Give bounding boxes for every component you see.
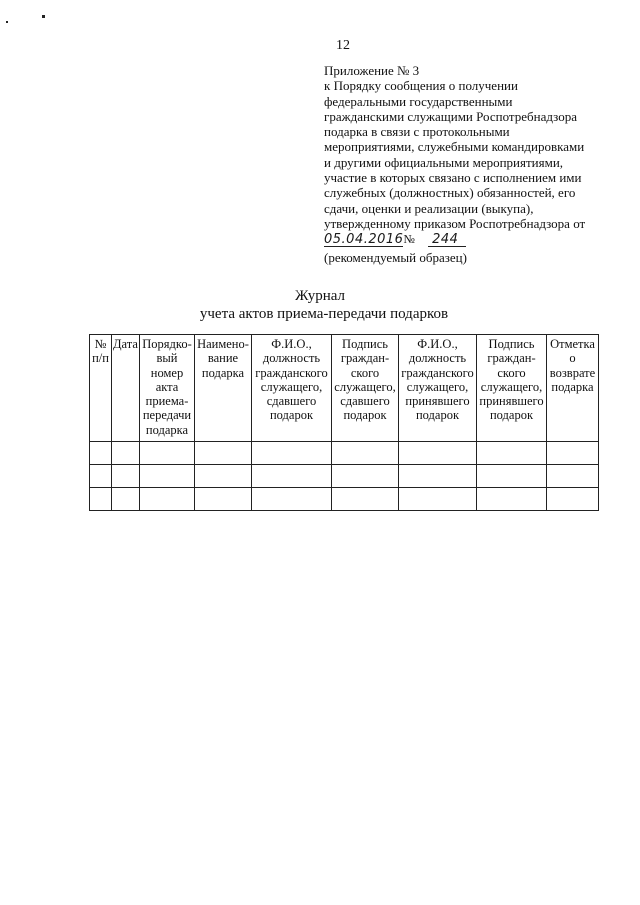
column-header-return-mark: Отметка о возврате подарка bbox=[547, 335, 599, 442]
table-cell bbox=[90, 488, 112, 511]
handwritten-date: 05.04.2016 bbox=[324, 232, 404, 248]
table-row bbox=[90, 442, 599, 465]
column-header-giver-name: Ф.И.О., должность гражданского служащего, сдавшего подарок bbox=[252, 335, 332, 442]
table-cell bbox=[140, 442, 195, 465]
table-cell bbox=[140, 488, 195, 511]
column-header-act-number: Порядко- вый номер акта приема- передачи подарка bbox=[140, 335, 195, 442]
table-cell bbox=[477, 442, 547, 465]
order-date-line bbox=[324, 231, 624, 247]
table-cell bbox=[399, 488, 477, 511]
appendix-block bbox=[324, 63, 624, 266]
table-cell bbox=[90, 442, 112, 465]
table-cell bbox=[252, 488, 332, 511]
page-number: 12 bbox=[336, 38, 350, 53]
journal-table bbox=[89, 334, 599, 511]
appendix-line: мероприятиями, служебными командировками bbox=[324, 139, 585, 155]
column-header-giver-signature: Подпись граждан- ского служащего, сдавшего подарок bbox=[332, 335, 399, 442]
column-header-number: № п/п bbox=[90, 335, 112, 442]
table-header-row bbox=[90, 335, 599, 442]
table-cell bbox=[112, 488, 140, 511]
column-header-date: Дата bbox=[112, 335, 140, 442]
table-cell bbox=[332, 465, 399, 488]
table-cell bbox=[195, 465, 252, 488]
table-cell bbox=[112, 465, 140, 488]
table-cell bbox=[399, 442, 477, 465]
table-cell bbox=[547, 488, 599, 511]
journal-subtitle: учета актов приема-передачи подарков bbox=[199, 306, 449, 322]
appendix-line: утвержденному приказом Роспотребнадзора от bbox=[324, 215, 586, 231]
table-cell bbox=[252, 442, 332, 465]
appendix-line: участие в которых связано с исполнением ими bbox=[324, 170, 582, 186]
table-cell bbox=[399, 465, 477, 488]
appendix-line: сдачи, оценки и реализации (выкупа), bbox=[324, 200, 534, 216]
table-cell bbox=[547, 442, 599, 465]
column-header-receiver-signature: Подпись граждан- ского служащего, принявшего подарок bbox=[477, 335, 547, 442]
appendix-line: подарка в связи с протокольными bbox=[324, 124, 510, 140]
table-row bbox=[90, 465, 599, 488]
sample-note: (рекомендуемый образец) bbox=[324, 250, 467, 266]
appendix-line: Приложение № 3 bbox=[324, 63, 420, 78]
table-cell bbox=[477, 488, 547, 511]
appendix-line: гражданскими служащими Роспотребнадзора bbox=[324, 108, 577, 124]
appendix-line: и другими официальными мероприятиями, bbox=[324, 154, 564, 170]
handwritten-order-number: 244 bbox=[428, 233, 466, 247]
appendix-line: к Порядку сообщения о получении bbox=[324, 78, 518, 94]
table-cell bbox=[140, 465, 195, 488]
table-cell bbox=[252, 465, 332, 488]
table-cell bbox=[195, 488, 252, 511]
number-sign: № bbox=[403, 232, 415, 247]
scan-speck bbox=[42, 15, 45, 18]
appendix-line: федеральными государственными bbox=[324, 93, 513, 109]
table-cell bbox=[195, 442, 252, 465]
journal-title-block bbox=[0, 287, 640, 323]
table-cell bbox=[547, 465, 599, 488]
table-cell bbox=[332, 488, 399, 511]
table-cell bbox=[477, 465, 547, 488]
column-header-receiver-name: Ф.И.О., должность гражданского служащего, принявшего подарок bbox=[399, 335, 477, 442]
appendix-line: служебных (должностных) обязанностей, его bbox=[324, 185, 576, 201]
journal-title: Журнал bbox=[294, 288, 345, 304]
table-cell bbox=[112, 442, 140, 465]
scan-speck bbox=[6, 21, 8, 23]
table-cell bbox=[332, 442, 399, 465]
column-header-gift-name: Наимено- вание подарка bbox=[195, 335, 252, 442]
table-cell bbox=[90, 465, 112, 488]
table-row bbox=[90, 488, 599, 511]
